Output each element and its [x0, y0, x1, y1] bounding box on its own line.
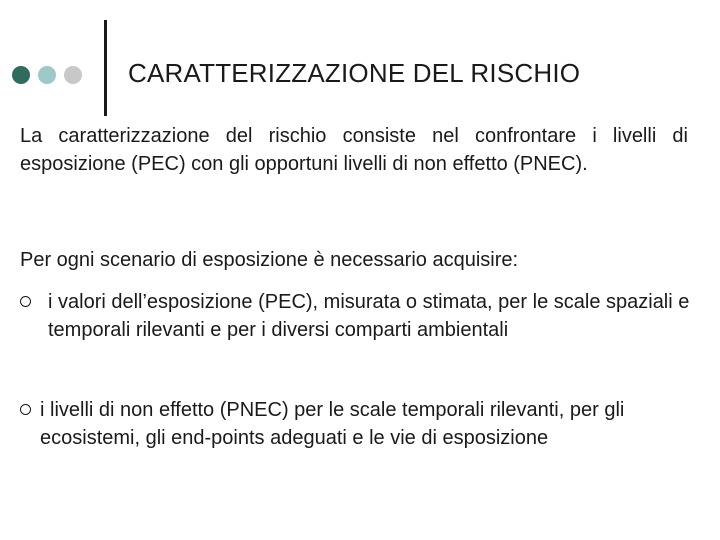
dot-icon-light — [38, 66, 56, 84]
title-divider — [104, 20, 107, 116]
bullet-item-pnec — [20, 396, 690, 452]
slide-title: CARATTERIZZAZIONE DEL RISCHIO — [128, 58, 581, 88]
intro-paragraph: La caratterizzazione del rischio consiste nel confrontare i livelli di esposizione (PEC) con gli opportuni livelli di non effetto (PNEC). — [20, 125, 688, 175]
bullet-item-pec — [20, 288, 690, 344]
bullet-circle-icon — [20, 404, 31, 415]
bullet-text: i valori dell’esposizione (PEC), misurata o stimata, per le scale spaziali e temporali rilevanti e per i diversi comparti ambientali — [48, 291, 690, 341]
requirements-intro: Per ogni scenario di esposizione è necessario acquisire: — [20, 249, 519, 271]
dot-icon-dark — [12, 66, 30, 84]
bullet-circle-icon — [20, 296, 31, 307]
title-decoration-dots — [12, 66, 82, 84]
bullet-text: i livelli di non effetto (PNEC) per le scale temporali rilevanti, per gli ecosistemi, gli end-points adeguati e le vie di esposizione — [40, 399, 625, 449]
dot-icon-gray — [64, 66, 82, 84]
